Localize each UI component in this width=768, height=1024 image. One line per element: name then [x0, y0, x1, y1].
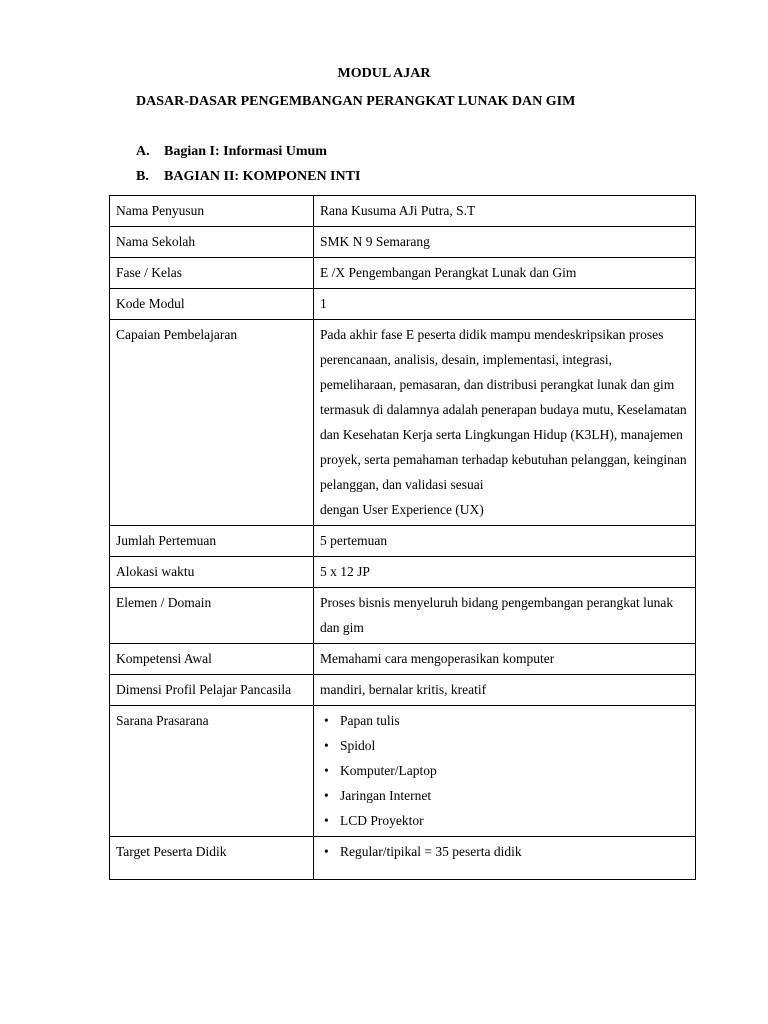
row-value: Rana Kusuma AJi Putra, S.T — [314, 196, 696, 227]
row-label: Target Peserta Didik — [110, 837, 314, 880]
row-label: Jumlah Pertemuan — [110, 526, 314, 557]
table-row — [110, 837, 696, 880]
row-value — [314, 706, 696, 837]
list-item: • Papan tulis — [320, 708, 689, 733]
row-label: Sarana Prasarana — [110, 706, 314, 837]
row-value: 5 pertemuan — [314, 526, 696, 557]
table-row — [110, 320, 696, 526]
info-table — [109, 195, 696, 880]
document-title: MODUL AJAR — [337, 66, 431, 81]
section-letter: B. — [136, 169, 149, 184]
bullet-list — [320, 839, 689, 864]
table-row — [110, 588, 696, 644]
row-label: Nama Sekolah — [110, 227, 314, 258]
document-subtitle: DASAR-DASAR PENGEMBANGAN PERANGKAT LUNAK DAN GIM — [136, 94, 576, 109]
row-value: E /X Pengembangan Perangkat Lunak dan Gim — [314, 258, 696, 289]
row-label: Kompetensi Awal — [110, 644, 314, 675]
row-value: Proses bisnis menyeluruh bidang pengembangan perangkat lunak dan gim — [314, 588, 696, 644]
table-row — [110, 289, 696, 320]
table-row — [110, 644, 696, 675]
list-item: • LCD Proyektor — [320, 808, 689, 833]
row-value: 5 x 12 JP — [314, 557, 696, 588]
list-item: • Regular/tipikal = 35 peserta didik — [320, 839, 689, 864]
bullet-list — [320, 708, 689, 833]
section-letter: A. — [136, 144, 150, 159]
row-value — [314, 837, 696, 880]
row-value: Memahami cara mengoperasikan komputer — [314, 644, 696, 675]
row-value — [314, 320, 696, 526]
section-heading-a — [136, 144, 327, 160]
row-value: mandiri, bernalar kritis, kreatif — [314, 675, 696, 706]
row-value-text-cont: dengan User Experience (UX) — [320, 502, 484, 517]
row-value-text: Pada akhir fase E peserta didik mampu mendeskripsikan proses perencanaan, analisis, desain, implementasi, integrasi, pemeliharaan, pemasaran, dan distribusi perangkat lunak dan gim termasuk di dalamnya adalah penerapan budaya mutu, Keselamatan dan Kesehatan Kerja serta Lingkungan Hidup (K3LH), manajemen proyek, serta pemahaman terhadap kebutuhan pelanggan, keinginan pelanggan, dan validasi sesuai — [320, 327, 687, 492]
section-heading-b — [136, 169, 360, 185]
row-label: Dimensi Profil Pelajar Pancasila — [110, 675, 314, 706]
table-row — [110, 196, 696, 227]
list-item: • Komputer/Laptop — [320, 758, 689, 783]
table-row — [110, 675, 696, 706]
row-label: Elemen / Domain — [110, 588, 314, 644]
table-row — [110, 706, 696, 837]
row-label: Kode Modul — [110, 289, 314, 320]
table-row — [110, 557, 696, 588]
row-label: Fase / Kelas — [110, 258, 314, 289]
row-label: Alokasi waktu — [110, 557, 314, 588]
table-row — [110, 526, 696, 557]
row-value: 1 — [314, 289, 696, 320]
list-item: • Spidol — [320, 733, 689, 758]
section-label: BAGIAN II: KOMPONEN INTI — [164, 169, 361, 184]
list-item: • Jaringan Internet — [320, 783, 689, 808]
row-value: SMK N 9 Semarang — [314, 227, 696, 258]
row-label: Nama Penyusun — [110, 196, 314, 227]
row-label: Capaian Pembelajaran — [110, 320, 314, 526]
table-row — [110, 258, 696, 289]
section-label: Bagian I: Informasi Umum — [164, 144, 327, 159]
table-row — [110, 227, 696, 258]
